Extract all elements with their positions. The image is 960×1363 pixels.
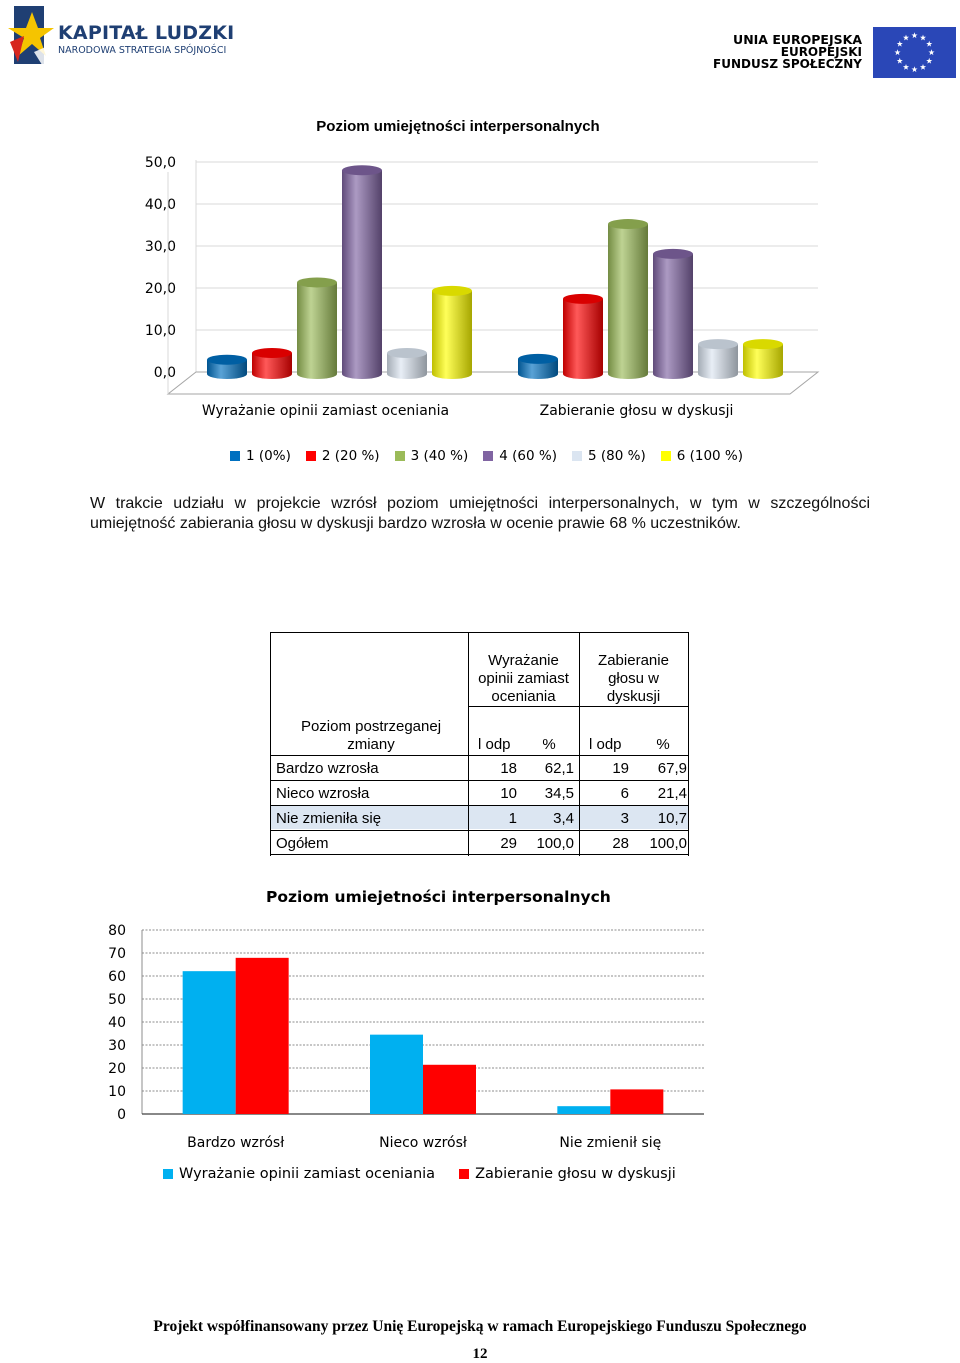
chart2-legend-label: Wyrażanie opinii zamiast oceniania (179, 1166, 436, 1182)
table-cell-percent: 100,0 (536, 835, 574, 852)
chart1-bar (252, 348, 292, 379)
chart1-plot (130, 150, 830, 425)
eu-star-icon (928, 49, 934, 55)
eu-star-icon (911, 66, 917, 72)
chart2-bar (610, 1089, 663, 1114)
chart1-category-label: Wyrażanie opinii zamiast oceniania (201, 403, 450, 419)
chart1-bar (387, 348, 427, 379)
table-subheader: % (542, 736, 556, 753)
chart2-ytick-label: 80 (108, 923, 126, 939)
chart2-plot (100, 920, 720, 1160)
eu-star-icon (926, 41, 932, 47)
chart1-legend-item (483, 448, 557, 464)
legend-swatch-icon (459, 1169, 469, 1179)
legend-swatch-icon (395, 451, 405, 461)
chart1-bar (608, 219, 648, 379)
chart2-category-label: Bardzo wzrósł (187, 1135, 285, 1151)
chart1-legend-label: 6 (100 %) (676, 448, 744, 464)
chart1-legend-item (230, 448, 291, 464)
chart1-legend-item (306, 448, 380, 464)
chart2-ytick-label: 70 (108, 946, 126, 962)
table-rule (270, 755, 688, 756)
table-rule (579, 632, 580, 856)
eu-star-icon (920, 35, 926, 41)
chart2-title: Poziom umiejetności interpersonalnych (266, 888, 611, 906)
table-rule (270, 780, 688, 781)
chart2-legend-item (163, 1166, 435, 1182)
chart1-legend-label: 1 (0%) (246, 448, 291, 464)
table-cell-percent: 67,9 (657, 760, 687, 777)
chart1-ytick-label: 20,0 (144, 281, 176, 297)
table-header-col1: Wyrażanie opinii zamiast oceniania (478, 652, 569, 705)
table-cell-count: 10 (500, 785, 517, 802)
chart2-legend-label: Zabieranie głosu w dyskusji (475, 1166, 676, 1182)
chart1-bar (743, 339, 783, 379)
chart1-legend-label: 4 (60 %) (499, 448, 557, 464)
chart1-legend-label: 5 (80 %) (588, 448, 646, 464)
chart1-ytick-label: 40,0 (144, 197, 176, 213)
eu-star-icon (903, 35, 909, 41)
legend-swatch-icon (230, 451, 240, 461)
table-rule (270, 805, 688, 806)
table-rule (688, 632, 689, 856)
table-row-label: Nie zmieniła się (276, 810, 382, 827)
eu-logo-line2: EUROPEJSKI (780, 45, 862, 59)
kapital-ludzki-emblem-icon (4, 2, 56, 74)
eu-star-icon (897, 41, 903, 47)
table-subheader: % (656, 736, 670, 753)
chart2-bar (183, 971, 236, 1114)
table-cell-count: 18 (500, 760, 517, 777)
chart1-legend-item (661, 448, 743, 464)
legend-swatch-icon (163, 1169, 173, 1179)
eu-logo-line3: FUNDUSZ SPOŁECZNY (713, 57, 862, 71)
chart2-ytick-label: 10 (108, 1084, 126, 1100)
eu-star-icon (903, 64, 909, 70)
table-rule (468, 632, 469, 856)
table-subheader: l odp (589, 736, 622, 753)
chart2-category-label: Nie zmienił się (559, 1135, 662, 1151)
footer-text: Projekt współfinansowany przez Unię Europejską w ramach Europejskiego Funduszu Społecznego (153, 1318, 807, 1335)
table-cell-percent: 3,4 (553, 810, 574, 827)
chart2-bar (236, 958, 289, 1114)
eu-star-icon (926, 58, 932, 64)
table-cell-count: 29 (500, 835, 517, 852)
table-rule (468, 706, 688, 707)
chart2-bar (423, 1065, 476, 1114)
table-cell-percent: 10,7 (657, 810, 687, 827)
chart1-bar (653, 249, 693, 379)
chart2-ytick-label: 40 (108, 1015, 126, 1031)
chart1-title: Poziom umiejętności interpersonalnych (316, 118, 600, 135)
chart2-category-label: Nieco wzrósł (379, 1135, 467, 1151)
table-row-label: Ogółem (276, 835, 329, 852)
table-cell-count: 1 (508, 810, 517, 827)
eu-star-icon (894, 49, 900, 55)
chart2-legend-item (459, 1166, 676, 1182)
chart1-legend-item (572, 448, 646, 464)
chart2-ytick-label: 50 (108, 992, 126, 1008)
legend-swatch-icon (483, 451, 493, 461)
chart1-bar (518, 354, 558, 379)
page-number: 12 (472, 1346, 488, 1362)
chart1-ytick-label: 10,0 (144, 323, 176, 339)
chart1-bar (432, 286, 472, 379)
summary-paragraph: W trakcie udziału w projekcie wzrósł poziom umiejętności interpersonalnych, w tym w szczególności umiejętność zabierania głosu w dyskusji bardzo wzrosła w ocenie prawie 68 % uczestników. (90, 495, 870, 532)
kapital-ludzki-subtitle: NARODOWA STRATEGIA SPÓJNOŚCI (58, 45, 227, 56)
eu-logo-line1: UNIA EUROPEJSKA (733, 32, 862, 47)
legend-swatch-icon (572, 451, 582, 461)
chart1-bar (698, 339, 738, 379)
table-cell-count: 28 (612, 835, 629, 852)
chart1-category-label: Zabieranie głosu w dyskusji (539, 403, 734, 419)
table-cell-count: 6 (620, 785, 629, 802)
chart2-bar (557, 1106, 610, 1114)
table-cell-count: 3 (620, 810, 629, 827)
chart1-bar (297, 277, 337, 379)
table-cell-percent: 100,0 (649, 835, 687, 852)
table-rule (270, 854, 688, 855)
table-cell-count: 19 (612, 760, 629, 777)
table-cell-percent: 34,5 (544, 785, 574, 802)
table-header-col2: Zabieranie głosu w dyskusji (598, 652, 669, 705)
chart1-bar (207, 355, 247, 379)
table-row-header: Poziom postrzeganej zmiany (300, 718, 442, 753)
chart2-legend (163, 1166, 676, 1182)
chart1-bar (563, 294, 603, 379)
results-table (270, 632, 690, 856)
chart1-ytick-label: 30,0 (144, 239, 176, 255)
chart2-ytick-label: 60 (108, 969, 126, 985)
table-cell-percent: 62,1 (544, 760, 574, 777)
chart1-legend (230, 448, 743, 464)
legend-swatch-icon (661, 451, 671, 461)
legend-swatch-icon (306, 451, 316, 461)
chart1-legend-label: 3 (40 %) (410, 448, 469, 464)
table-cell-percent: 21,4 (657, 785, 687, 802)
chart2-ytick-label: 30 (108, 1038, 126, 1054)
chart2-bar (370, 1035, 423, 1114)
eu-flag-icon (873, 27, 956, 78)
chart1-legend-item (395, 448, 469, 464)
kapital-ludzki-title: KAPITAŁ LUDZKI (58, 22, 235, 44)
chart1-legend-label: 2 (20 %) (321, 448, 380, 464)
table-row-label: Bardzo wzrosła (276, 760, 379, 777)
chart1-bar (342, 165, 382, 379)
eu-star-icon (897, 58, 903, 64)
table-row-label: Nieco wzrosła (276, 785, 370, 802)
eu-star-icon (920, 64, 926, 70)
table-subheader: l odp (478, 736, 511, 753)
table-rule (270, 632, 688, 633)
eu-star-icon (911, 32, 917, 38)
chart1-ytick-label: 50,0 (144, 155, 176, 171)
table-rule (270, 632, 271, 856)
table-rule (270, 830, 688, 831)
chart1-ytick-label: 0,0 (153, 365, 176, 381)
chart2-ytick-label: 20 (108, 1061, 126, 1077)
chart2-ytick-label: 0 (117, 1107, 126, 1123)
